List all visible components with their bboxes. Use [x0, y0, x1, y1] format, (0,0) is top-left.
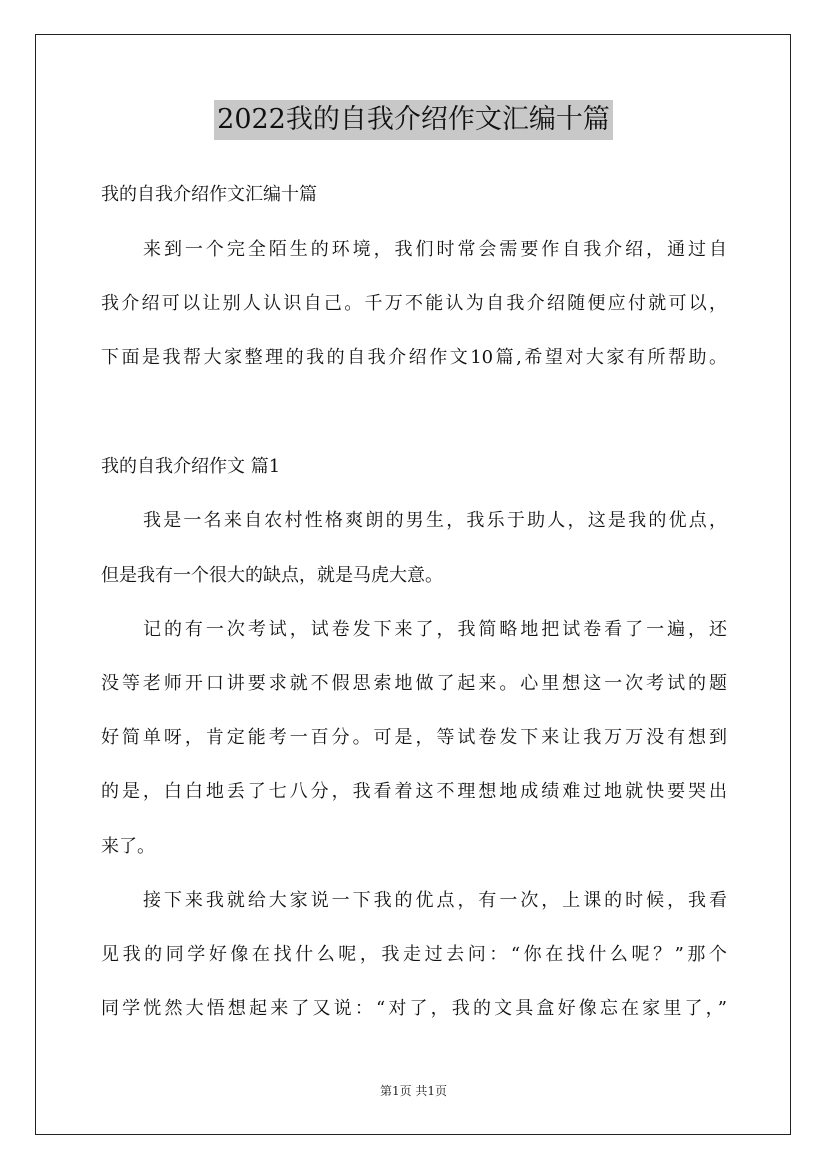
- paragraph-line: 来到一个完全陌生的环境，我们时常会需要作自我介绍，通过自: [143, 239, 727, 260]
- paragraph-line: 见我的同学好像在找什么呢，我走过去问：“你在找什么呢？”那个: [101, 944, 727, 965]
- paragraph-line: 但是我有一个很大的缺点，就是马虎大意。: [101, 565, 443, 586]
- title-container: [0, 100, 827, 140]
- subtitle-line: 我的自我介绍作文汇编十篇: [101, 184, 317, 205]
- paragraph-line: 同学恍然大悟想起来了又说：“对了，我的文具盒好像忘在家里了，”: [101, 998, 727, 1019]
- section-heading: 我的自我介绍作文 篇1: [101, 456, 281, 477]
- paragraph-line: 来了。: [101, 836, 155, 857]
- paragraph-line: 接下来我就给大家说一下我的优点，有一次，上课的时候，我看: [143, 890, 727, 911]
- paragraph-line: 我介绍可以让别人认识自己。千万不能认为自我介绍随便应付就可以，: [101, 293, 727, 314]
- paragraph-line: 我是一名来自农村性格爽朗的男生，我乐于助人，这是我的优点，: [143, 510, 727, 531]
- paragraph-line: 好简单呀，肯定能考一百分。可是，等试卷发下来让我万万没有想到: [101, 727, 727, 748]
- paragraph-line: 记的有一次考试，试卷发下来了，我简略地把试卷看了一遍，还: [143, 619, 727, 640]
- page-footer: 第1页 共1页: [379, 1084, 448, 1098]
- paragraph-line: 没等老师开口讲要求就不假思索地做了起来。心里想这一次考试的题: [101, 673, 727, 694]
- paragraph-line: 下面是我帮大家整理的我的自我介绍作文10篇,希望对大家有所帮助。: [101, 347, 727, 368]
- paragraph-line: 的是，白白地丢了七八分，我看着这不理想地成绩难过地就快要哭出: [101, 781, 727, 802]
- document-title: 2022我的自我介绍作文汇编十篇: [214, 100, 613, 140]
